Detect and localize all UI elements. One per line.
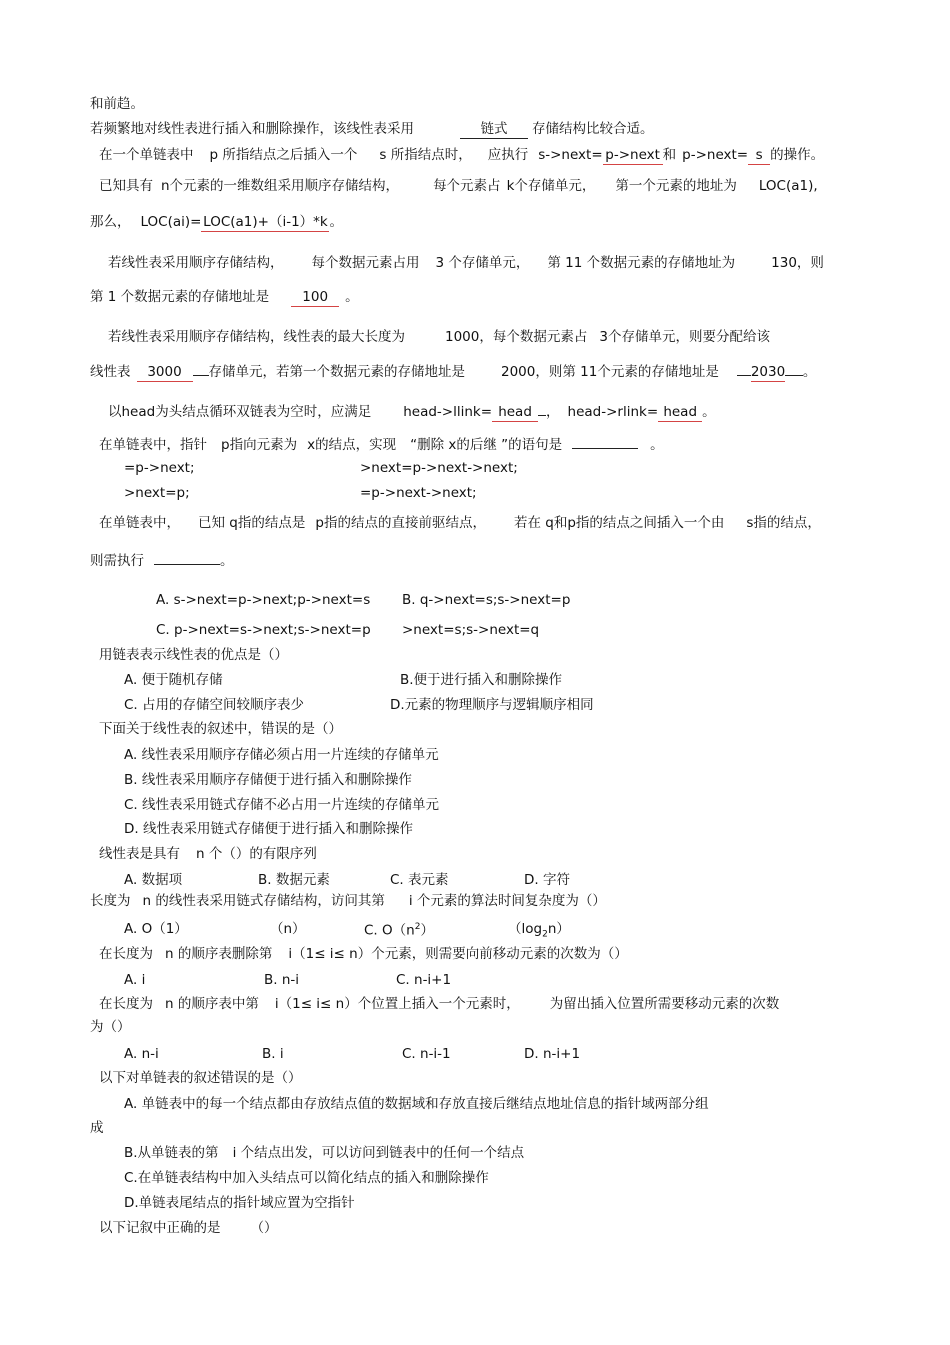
answer-blank: 3000 xyxy=(137,363,193,382)
text-line: 那么， LOC(ai)= LOC(a1)+（i-1）*k 。 xyxy=(90,214,343,230)
answer-blank: head xyxy=(658,403,702,422)
text-line: 若线性表采用顺序存储结构， 每个数据元素占用 3 个存储单元， 第 11 个数据元素的存储地址为 130，则 xyxy=(108,255,824,271)
question: 用链表表示线性表的优点是（） xyxy=(99,647,288,663)
answer-blank: 链式 xyxy=(460,120,528,139)
question: 在长度为 n 的顺序表中第 i（1≤ i≤ n）个位置上插入一个元素时， 为留出插入位置所需要移动元素的次数 xyxy=(99,996,780,1012)
option-a: A. i xyxy=(124,972,146,988)
option-c: C. 线性表采用链式存储不必占用一片连续的存储单元 xyxy=(124,797,440,813)
option-d: >next=s;s->next=q xyxy=(402,622,540,638)
option-c: C.在单链表结构中加入头结点可以简化结点的插入和删除操作 xyxy=(124,1170,489,1186)
text-line: =p->next->next; xyxy=(360,485,477,501)
text-line: >next=p->next->next; xyxy=(360,460,518,476)
answer-blank: head xyxy=(492,403,538,422)
question: 以下对单链表的叙述错误的是（） xyxy=(99,1070,302,1086)
text-line: 线性表 3000 存储单元，若第一个数据元素的存储地址是 2000，则第 11个元素的存储地址是 2030 。 xyxy=(90,364,817,380)
option-d: D. n-i+1 xyxy=(524,1046,581,1062)
option-c: C. n-i+1 xyxy=(396,972,452,988)
option-a: A. s->next=p->next;p->next=s xyxy=(156,592,371,608)
option-a: A. O（1） xyxy=(124,921,188,937)
option-b: B. n-i xyxy=(264,972,300,988)
option-b: B.便于进行插入和删除操作 xyxy=(400,672,563,688)
question: 长度为 n 的线性表采用链式存储结构，访问其第 i 个元素的算法时间复杂度为（） xyxy=(90,893,606,909)
option-d: $(\log_2n)$ xyxy=(508,921,570,940)
option-d: D.元素的物理顺序与逻辑顺序相同 xyxy=(390,697,594,713)
question: 下面关于线性表的叙述中，错误的是（） xyxy=(99,721,342,737)
option-a: A. 线性表采用顺序存储必须占用一片连续的存储单元 xyxy=(124,747,439,763)
text-line: >next=p; xyxy=(124,485,190,501)
option-c: C. 表元素 xyxy=(390,872,449,888)
text-line: 则需执行 。 xyxy=(90,550,234,570)
option-b: （n） xyxy=(270,921,306,937)
answer-blank: LOC(a1)+（i-1）*k xyxy=(203,214,328,230)
option-b: B.从单链表的第 i 个结点出发，可以访问到链表中的任何一个结点 xyxy=(124,1145,525,1161)
question: 线性表是具有 n 个（）的有限序列 xyxy=(99,846,317,862)
option-b: B. q->next=s;s->next=p xyxy=(402,592,571,608)
option-d: D. 线性表采用链式存储便于进行插入和删除操作 xyxy=(124,821,413,837)
text-line: 若线性表采用顺序存储结构，线性表的最大长度为 1000，每个数据元素占 3个存储单元，则要分配给该 xyxy=(108,329,770,345)
option-d: D. 字符 xyxy=(524,872,570,888)
answer-blank: s xyxy=(748,146,770,165)
question: 以下记叙中正确的是 （） xyxy=(99,1220,278,1236)
text-line: 以head为头结点循环双链表为空时，应满足 head->llink= head ， head->rlink= head 。 xyxy=(108,404,716,420)
option-a: A. n-i xyxy=(124,1046,159,1062)
option-c: C. $O(n^2)$ xyxy=(364,922,434,939)
text-line: 已知具有 n个元素的一维数组采用顺序存储结构， 每个元素占 k个存储单元， 第一个元素的地址为 LOC(a1), xyxy=(99,178,818,194)
text-line: 在单链表中， 已知 q指的结点是 p指的结点的直接前驱结点， 若在 q和p指的结点之间插入一个由 s指的结点， xyxy=(99,515,821,531)
option-a: A. 数据项 xyxy=(124,872,183,888)
option-c: C. 占用的存储空间较顺序表少 xyxy=(124,697,305,713)
text-line: 和前趋。 xyxy=(90,96,144,112)
option-b: B. i xyxy=(262,1046,284,1062)
text-line: 第 1 个数据元素的存储地址是 100 。 xyxy=(90,289,359,305)
text-line: 若频繁地对线性表进行插入和删除操作，该线性表采用 链式 存储结构比较合适。 xyxy=(90,121,654,137)
option-a: A. 便于随机存储 xyxy=(124,672,223,688)
option-b: B. 线性表采用顺序存储便于进行插入和删除操作 xyxy=(124,772,412,788)
text-line: 成 xyxy=(90,1120,104,1136)
option-c: C. n-i-1 xyxy=(402,1046,451,1062)
text-line: 在单链表中，指针 p指向元素为 x的结点，实现 “删除 x的后继 ”的语句是 。 xyxy=(99,434,664,454)
question: 为（） xyxy=(90,1019,131,1035)
answer-blank: 2030 xyxy=(750,364,786,380)
option-d: D.单链表尾结点的指针域应置为空指针 xyxy=(124,1195,355,1211)
text-line: 在一个单链表中 p 所指结点之后插入一个 s 所指结点时， 应执行 s->next= p->next 和 p->next= s 的操作。 xyxy=(99,147,825,163)
option-b: B. 数据元素 xyxy=(258,872,330,888)
answer-blank xyxy=(572,434,638,449)
question: 在长度为 n 的顺序表删除第 i（1≤ i≤ n）个元素，则需要向前移动元素的次数为（） xyxy=(99,946,628,962)
option-a: A. 单链表中的每一个结点都由存放结点值的数据域和存放直接后继结点地址信息的指针域两部分组 xyxy=(124,1096,709,1112)
answer-blank: 100 xyxy=(291,288,339,307)
option-c: C. p->next=s->next;s->next=p xyxy=(156,622,371,638)
text-line: =p->next; xyxy=(124,460,195,476)
answer-blank xyxy=(154,550,220,565)
answer-blank: p->next xyxy=(603,146,663,165)
